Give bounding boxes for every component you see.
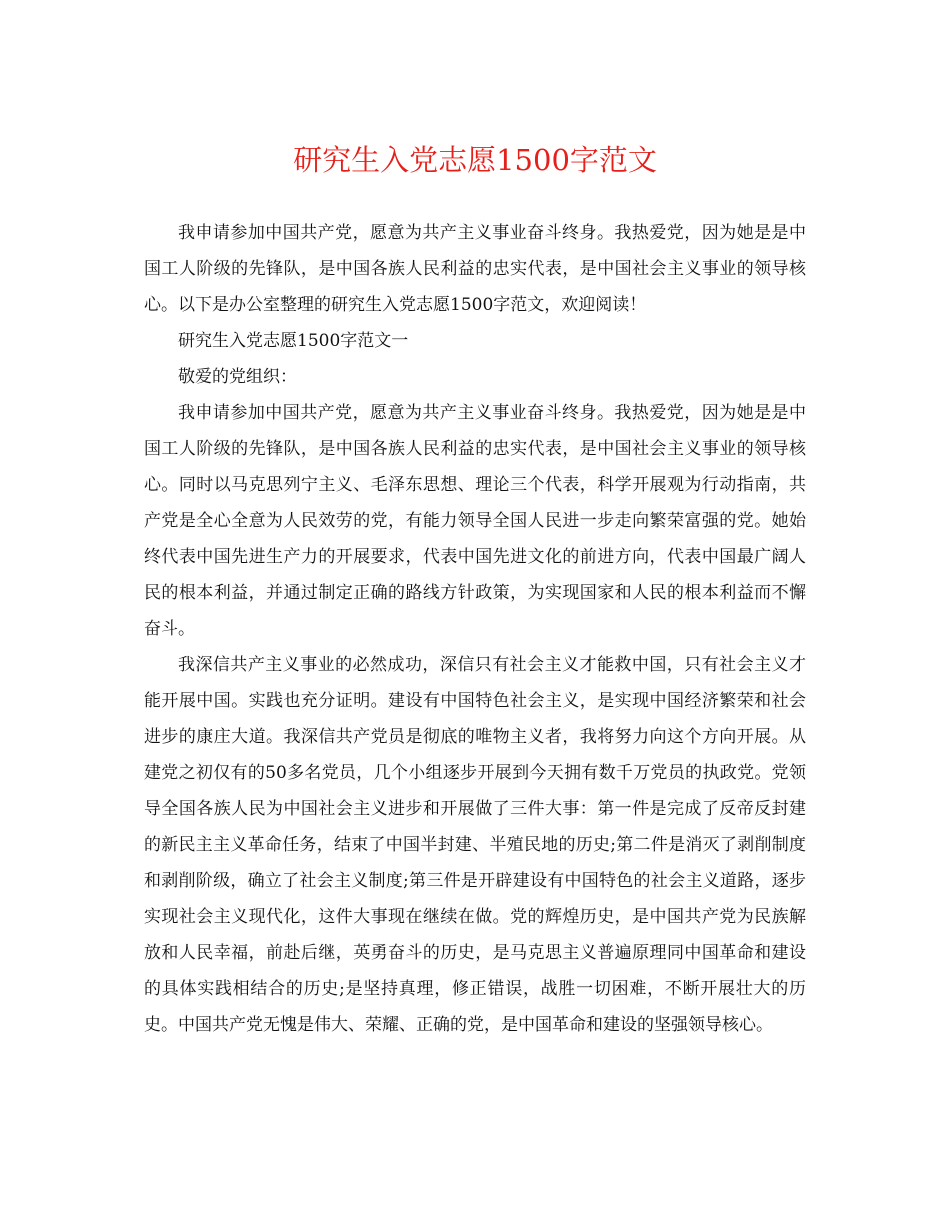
body-paragraph-1: 我申请参加中国共产党，愿意为共产主义事业奋斗终身。我热爱党，因为她是是中国工人阶级的先锋队，是中国各族人民利益的忠实代表，是中国社会主义事业的领导核心。同时以马克思列宁主义、毛泽东思想、理论三个代表，科学开展观为行动指南，共产党是全心全意为人民效劳的党，有能力领导全国人民进一步走向繁荣富强的党。她始终代表中国先进生产力的开展要求，代表中国先进文化的前进方向，代表中国最广阔人民的根本利益，并通过制定正确的路线方针政策，为实现国家和人民的根本利益而不懈奋斗。 (144, 403, 806, 639)
intro-paragraph: 我申请参加中国共产党，愿意为共产主义事业奋斗终身。我热爱党，因为她是是中国工人阶级的先锋队，是中国各族人民利益的忠实代表，是中国社会主义事业的领导核心。以下是办公室整理的研究生入党志愿1500字范文，欢迎阅读！ (144, 223, 806, 315)
document-title: 研究生入党志愿1500字范文 (293, 143, 657, 177)
body-paragraph-2: 我深信共产主义事业的必然成功，深信只有社会主义才能救中国，只有社会主义才能开展中国。实践也充分证明。建设有中国特色社会主义，是实现中国经济繁荣和社会进步的康庄大道。我深信共产党员是彻底的唯物主义者，我将努力向这个方向开展。从建党之初仅有的50多名党员，几个小组逐步开展到今天拥有数千万党员的执政党。党领导全国各族人民为中国社会主义进步和开展做了三件大事：第一件是完成了反帝反封建的新民主主义革命任务，结束了中国半封建、半殖民地的历史;第二件是消灭了剥削制度和剥削阶级，确立了社会主义制度;第三件是开辟建设有中国特色的社会主义道路，逐步实现社会主义现代化，这件大事现在继续在做。党的辉煌历史，是中国共产党为民族解放和人民幸福，前赴后继，英勇奋斗的历史，是马克思主义普遍原理同中国革命和建设的具体实践相结合的历史;是坚持真理，修正错误，战胜一切困难，不断开展壮大的历史。中国共产党无愧是伟大、荣耀、正确的党，是中国革命和建设的坚强领导核心。 (144, 655, 806, 1035)
section-heading: 研究生入党志愿1500字范文一 (178, 331, 409, 351)
salutation: 敬爱的党组织： (178, 367, 297, 387)
document-body (144, 215, 806, 1043)
